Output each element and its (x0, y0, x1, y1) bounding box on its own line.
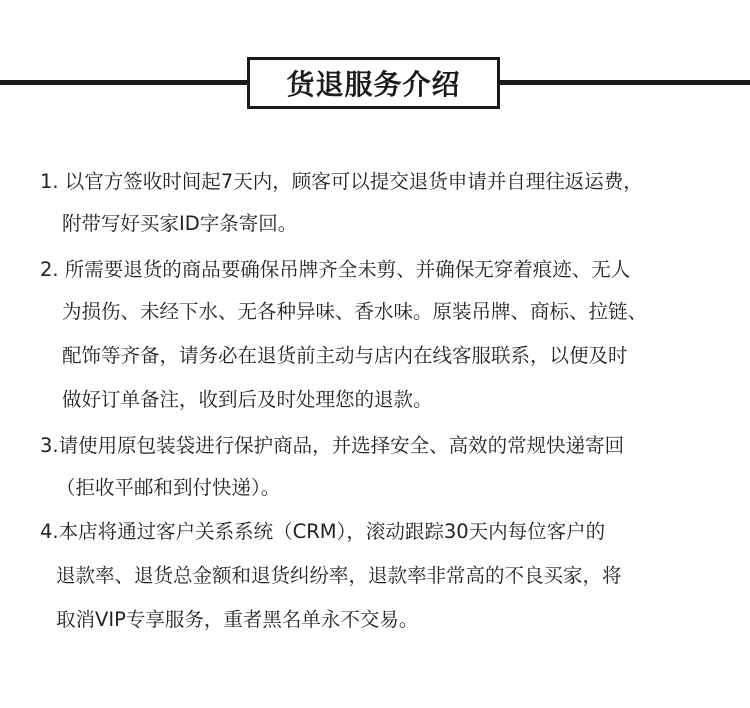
header-rule-left (0, 80, 247, 85)
policy-line-1-2: 附带写好买家ID字条寄回。 (62, 212, 298, 235)
policy-line-4-2: 退款率、退货总金额和退货纠纷率，退款率非常高的不良买家，将 (56, 564, 622, 587)
policy-line-4-1: 4.本店将通过客户关系系统（CRM），滚动跟踪30天内每位客户的 (40, 520, 606, 543)
policy-line-2-1: 2. 所需要退货的商品要确保吊牌齐全未剪、并确保无穿着痕迹、无人 (40, 258, 631, 281)
header-rule-right (500, 80, 750, 85)
policy-line-3-1: 3.请使用原包装袋进行保护商品，并选择安全、高效的常规快递寄回 (40, 434, 625, 457)
policy-line-4-3: 取消VIP专享服务，重者黑名单永不交易。 (56, 608, 419, 631)
policy-line-2-4: 做好订单备注，收到后及时处理您的退款。 (62, 388, 433, 411)
policy-line-2-2: 为损伤、未经下水、无各种异味、香水味。原装吊牌、商标、拉链、 (62, 300, 648, 323)
policy-line-2-3: 配饰等齐备，请务必在退货前主动与店内在线客服联系，以便及时 (62, 344, 628, 367)
policy-line-1-1: 1. 以官方签收时间起7天内，顾客可以提交退货申请并自理往返运费， (40, 170, 643, 193)
title-box (247, 57, 500, 109)
page-title: 货退服务介绍 (286, 68, 461, 101)
policy-line-3-2: （拒收平邮和到付快递）。 (56, 476, 281, 499)
